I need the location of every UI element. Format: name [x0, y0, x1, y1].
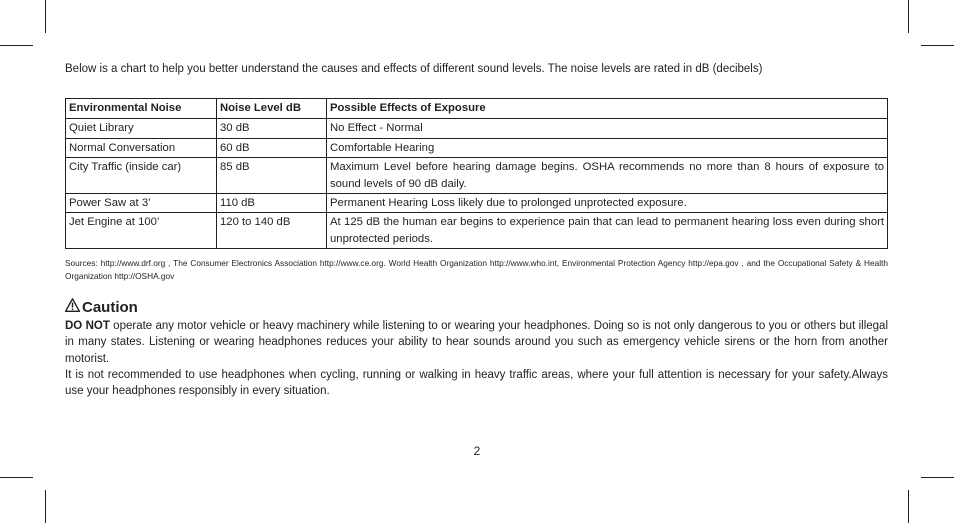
crop-mark [908, 490, 909, 523]
effect-cell: No Effect - Normal [327, 119, 888, 138]
page-number: 2 [473, 444, 481, 458]
noise-level-cell: 30 dB [217, 119, 327, 138]
caution-lead: DO NOT [65, 320, 110, 332]
table-row [66, 119, 888, 138]
warning-triangle-icon [65, 298, 80, 316]
noise-source-cell: City Traffic (inside car) [66, 158, 217, 194]
crop-mark [45, 0, 46, 33]
table-header-row [66, 99, 888, 119]
column-header: Noise Level dB [217, 99, 327, 119]
effect-cell: At 125 dB the human ear begins to experience pain that can lead to permanent hearing loss even during short unprotected periods. [327, 213, 888, 249]
effect-cell: Comfortable Hearing [327, 138, 888, 157]
noise-source-cell: Normal Conversation [66, 138, 217, 157]
column-header: Possible Effects of Exposure [327, 99, 888, 119]
caution-paragraph: It is not recommended to use headphones when cycling, running or walking in heavy traffic areas, where your full attention is necessary for your safety.Always use your headphones responsibly in every situation. [65, 368, 888, 398]
effect-cell: Permanent Hearing Loss likely due to prolonged unprotected exposure. [327, 193, 888, 212]
column-header: Environmental Noise [66, 99, 217, 119]
noise-level-table [65, 98, 888, 249]
caution-text: operate any motor vehicle or heavy machinery while listening to or wearing your headphones. Doing so is not only dangerous to you or others but illegal in many states. Listening or wearing headphones reduces your ability to hear sounds around you such as emergency vehicle sirens or the horn from another motorist. [65, 320, 888, 365]
effect-cell: Maximum Level before hearing damage begins. OSHA recommends no more than 8 hours of exposure to sound levels of 90 dB daily. [327, 158, 888, 194]
noise-level-cell: 110 dB [217, 193, 327, 212]
crop-mark [0, 477, 33, 478]
noise-source-cell: Quiet Library [66, 119, 217, 138]
noise-level-cell: 120 to 140 dB [217, 213, 327, 249]
table-row [66, 193, 888, 212]
noise-level-cell: 85 dB [217, 158, 327, 194]
caution-paragraph [65, 318, 888, 367]
crop-mark [908, 0, 909, 33]
noise-source-cell: Jet Engine at 100’ [66, 213, 217, 249]
crop-mark [0, 45, 33, 46]
crop-mark [45, 490, 46, 523]
caution-title: Caution [82, 298, 138, 316]
table-row [66, 138, 888, 157]
table-row [66, 213, 888, 249]
crop-mark [921, 477, 954, 478]
intro-text: Below is a chart to help you better understand the causes and effects of different sound levels. The noise levels are rated in dB (decibels) [65, 63, 763, 75]
sources-note: Sources: http://www.drf.org , The Consumer Electronics Association http://www.ce.org. World Health Organization http://www.who.int, Environmental Protection Agency http://epa.gov , and the Occupational Safety & Health Organization http://OSHA.gov [65, 258, 888, 281]
caution-body [65, 318, 888, 400]
table-row [66, 158, 888, 194]
crop-mark [921, 45, 954, 46]
noise-source-cell: Power Saw at 3’ [66, 193, 217, 212]
noise-level-cell: 60 dB [217, 138, 327, 157]
caution-heading [65, 298, 138, 316]
